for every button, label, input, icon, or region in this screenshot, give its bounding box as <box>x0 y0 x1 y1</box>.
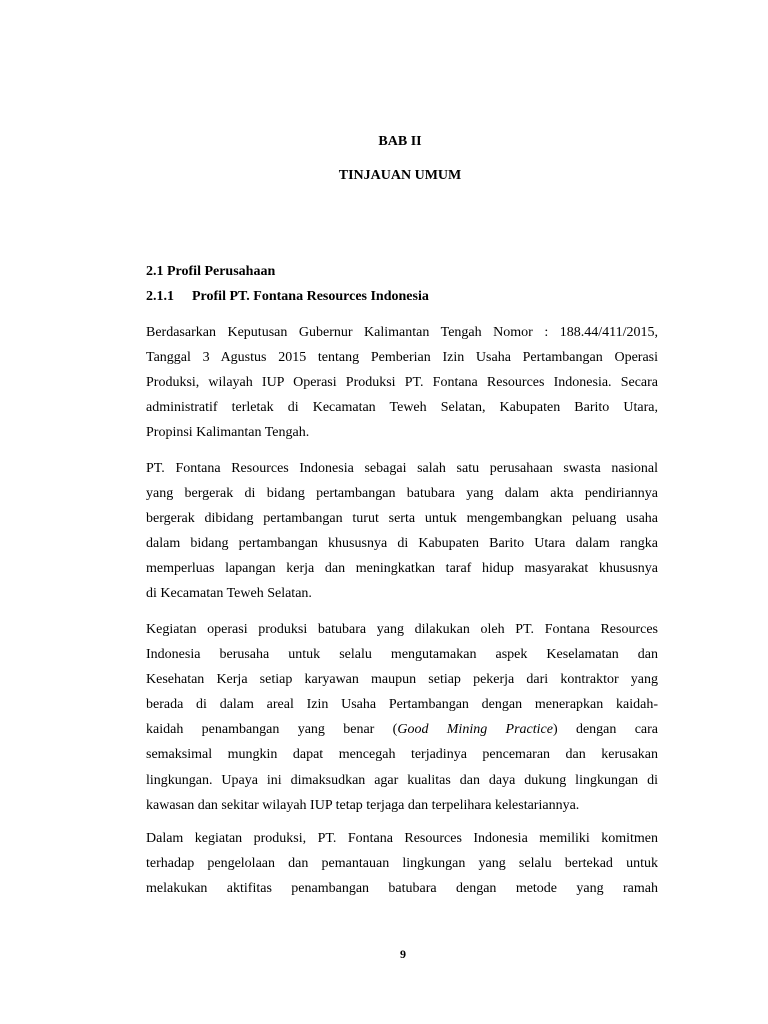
paragraph-line: Kegiatan operasi produksi batubara yang dilakukan oleh PT. Fontana Resources <box>146 622 658 637</box>
paragraph-line: Tanggal 3 Agustus 2015 tentang Pemberian Izin Usaha Pertambangan Operasi <box>146 350 658 366</box>
paragraph-1 <box>146 320 658 445</box>
paragraph-2 <box>146 456 658 607</box>
text-run: kaidah penambangan yang benar ( <box>146 722 398 738</box>
paragraph-line: terhadap pengelolaan dan pemantauan lingkungan yang selalu bertekad untuk <box>146 856 658 872</box>
paragraph-line: administratif terletak di Kecamatan Teweh Selatan, Kabupaten Barito Utara, <box>146 400 658 416</box>
paragraph-line: Kesehatan Kerja setiap karyawan maupun setiap pekerja dari kontraktor yang <box>146 672 658 688</box>
paragraph-line: kawasan dan sekitar wilayah IUP tetap terjaga dan terpelihara kelestariannya. <box>146 797 580 813</box>
paragraph-line: Berdasarkan Keputusan Gubernur Kalimantan Tengah Nomor : 188.44/411/2015, <box>146 325 658 340</box>
paragraph-line: Indonesia berusaha untuk selalu mengutamakan aspek Keselamatan dan <box>146 647 658 663</box>
paragraph-line: yang bergerak di bidang pertambangan batubara yang dalam akta pendiriannya <box>146 486 658 502</box>
paragraph-line: di Kecamatan Teweh Selatan. <box>146 586 312 602</box>
paragraph-line: dalam bidang pertambangan khususnya di Kabupaten Barito Utara dalam rangka <box>146 536 658 552</box>
paragraph-line: PT. Fontana Resources Indonesia sebagai salah satu perusahaan swasta nasional <box>146 461 658 476</box>
paragraph-line: Dalam kegiatan produksi, PT. Fontana Resources Indonesia memiliki komitmen <box>146 831 658 846</box>
subsection-number: 2.1.1 <box>146 289 174 304</box>
text-run: ) dengan cara <box>552 722 658 738</box>
paragraph-line: semaksimal mungkin dapat mencegah terjadinya pencemaran dan kerusakan <box>146 747 658 763</box>
chapter-number: BAB II <box>378 134 422 149</box>
paragraph-3 <box>146 617 658 818</box>
paragraph-line: Propinsi Kalimantan Tengah. <box>146 425 310 441</box>
subsection-heading <box>146 289 429 305</box>
paragraph-line: Produksi, wilayah IUP Operasi Produksi PT. Fontana Resources Indonesia. Secara <box>146 375 658 391</box>
paragraph-line-mixed <box>146 717 658 742</box>
subsection-title: Profil PT. Fontana Resources Indonesia <box>192 289 429 304</box>
chapter-title: TINJAUAN UMUM <box>338 168 462 183</box>
section-heading: 2.1 Profil Perusahaan <box>146 264 276 279</box>
italic-term: Good Mining Practice <box>397 722 553 738</box>
paragraph-line: bergerak dibidang pertambangan turut serta untuk mengembangkan peluang usaha <box>146 511 658 527</box>
paragraph-4 <box>146 826 658 901</box>
paragraph-line: lingkungan. Upaya ini dimaksudkan agar kualitas dan daya dukung lingkungan di <box>146 772 658 788</box>
paragraph-line: memperluas lapangan kerja dan meningkatkan taraf hidup masyarakat khususnya <box>146 561 658 577</box>
paragraph-line: berada di dalam areal Izin Usaha Pertambangan dengan menerapkan kaidah- <box>146 697 658 713</box>
page-number: 9 <box>400 947 406 961</box>
paragraph-line: melakukan aktifitas penambangan batubara dengan metode yang ramah <box>146 881 658 897</box>
